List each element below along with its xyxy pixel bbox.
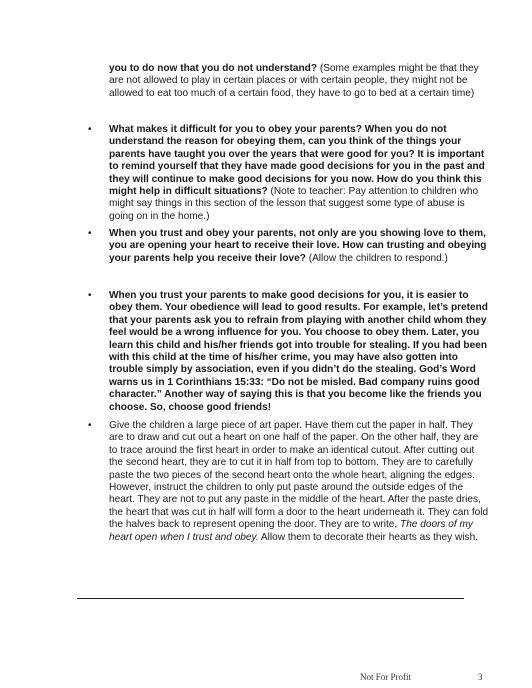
activity-closing: Allow them to decorate their hearts as they wish. — [258, 531, 479, 543]
page-number: 3 — [478, 672, 483, 682]
bullet-text — [109, 124, 489, 223]
footer-label: Not For Profit — [360, 672, 412, 682]
bullet-note: (Allow the children to respond.) — [305, 252, 448, 264]
bullet-marker: • — [88, 228, 92, 239]
bullet-note: (Note to teacher: Pay attention to children who might say things in this section of the lesson that suggest some type of abuse is going on in the home.) — [109, 186, 479, 222]
bullet-text — [109, 228, 489, 265]
bullet-marker: • — [88, 124, 92, 135]
bullet-paragraph: When you trust your parents to make good decisions for you, it is easier to obey them. Your obedience will lead to good results. For example, let’s pretend that your parents ask you to refrain from playing with another child whom they feel would be a wrong influence for you. You choose to obey them. Later, you learn this child and his/her friends got into trouble for stealing. If you had been with this child at the time of his/her crime, you may have also gotten into trouble simply by association, even if you didn’t do the stealing. God’s Word warns us in 1 Corinthians 15:33: “Do not be misled. Bad company ruins good character.” Another way of saying this is that you become like the friends you choose. So, choose good friends! — [109, 290, 488, 413]
bullet-question: When you trust and obey your parents, not only are you showing love to them, you are opening your heart to receive their love. How can trusting and obeying your parents help you receive their love? — [109, 228, 487, 264]
bullet-text — [109, 420, 489, 544]
activity-instructions: Give the children a large piece of art paper. Have them cut the paper in half. They are to draw and cut out a heart on one half of the paper. On the other half, they are to trace around the first heart in order to make an identical cutout. After cutting out the second heart, they are to cut it in half from top to bottom. They are to carefully paste the two pieces of the second heart onto the whole heart, aligning the edges. However, instruct the children to only put paste around the outside edges of the heart. They are not to put any paste in the middle of the heart. After the paste dries, the heart that was cut in half will form a door to the heart underneath it. They can fold the halves back to represent opening the door. They are to write, — [109, 420, 489, 531]
intro-paragraph — [109, 63, 489, 100]
bullet-marker: • — [88, 290, 92, 301]
bullet-text — [109, 290, 489, 414]
intro-question: you to do now that you do not understand? — [109, 63, 318, 74]
intro-note: (Some examples might be that they are not allowed to play in certain places or with certain people, they might not be allowed to eat too much of a certain food, they have to go to bed at a certain time) — [109, 63, 479, 99]
bullet-question: What makes it difficult for you to obey your parents? When you do not understand the reason for obeying them, can you think of the things your parents have taught you over the years that were good for you? It is important to remind yourself that they have made good decisions for you in the past and they will continue to make good decisions for you now. How do you think this might help in difficult situations? — [109, 124, 485, 198]
bullet-marker: • — [88, 420, 92, 431]
footer-divider — [77, 598, 464, 599]
activity-quote: The doors of my heart open when I trust and obey. — [109, 519, 473, 543]
